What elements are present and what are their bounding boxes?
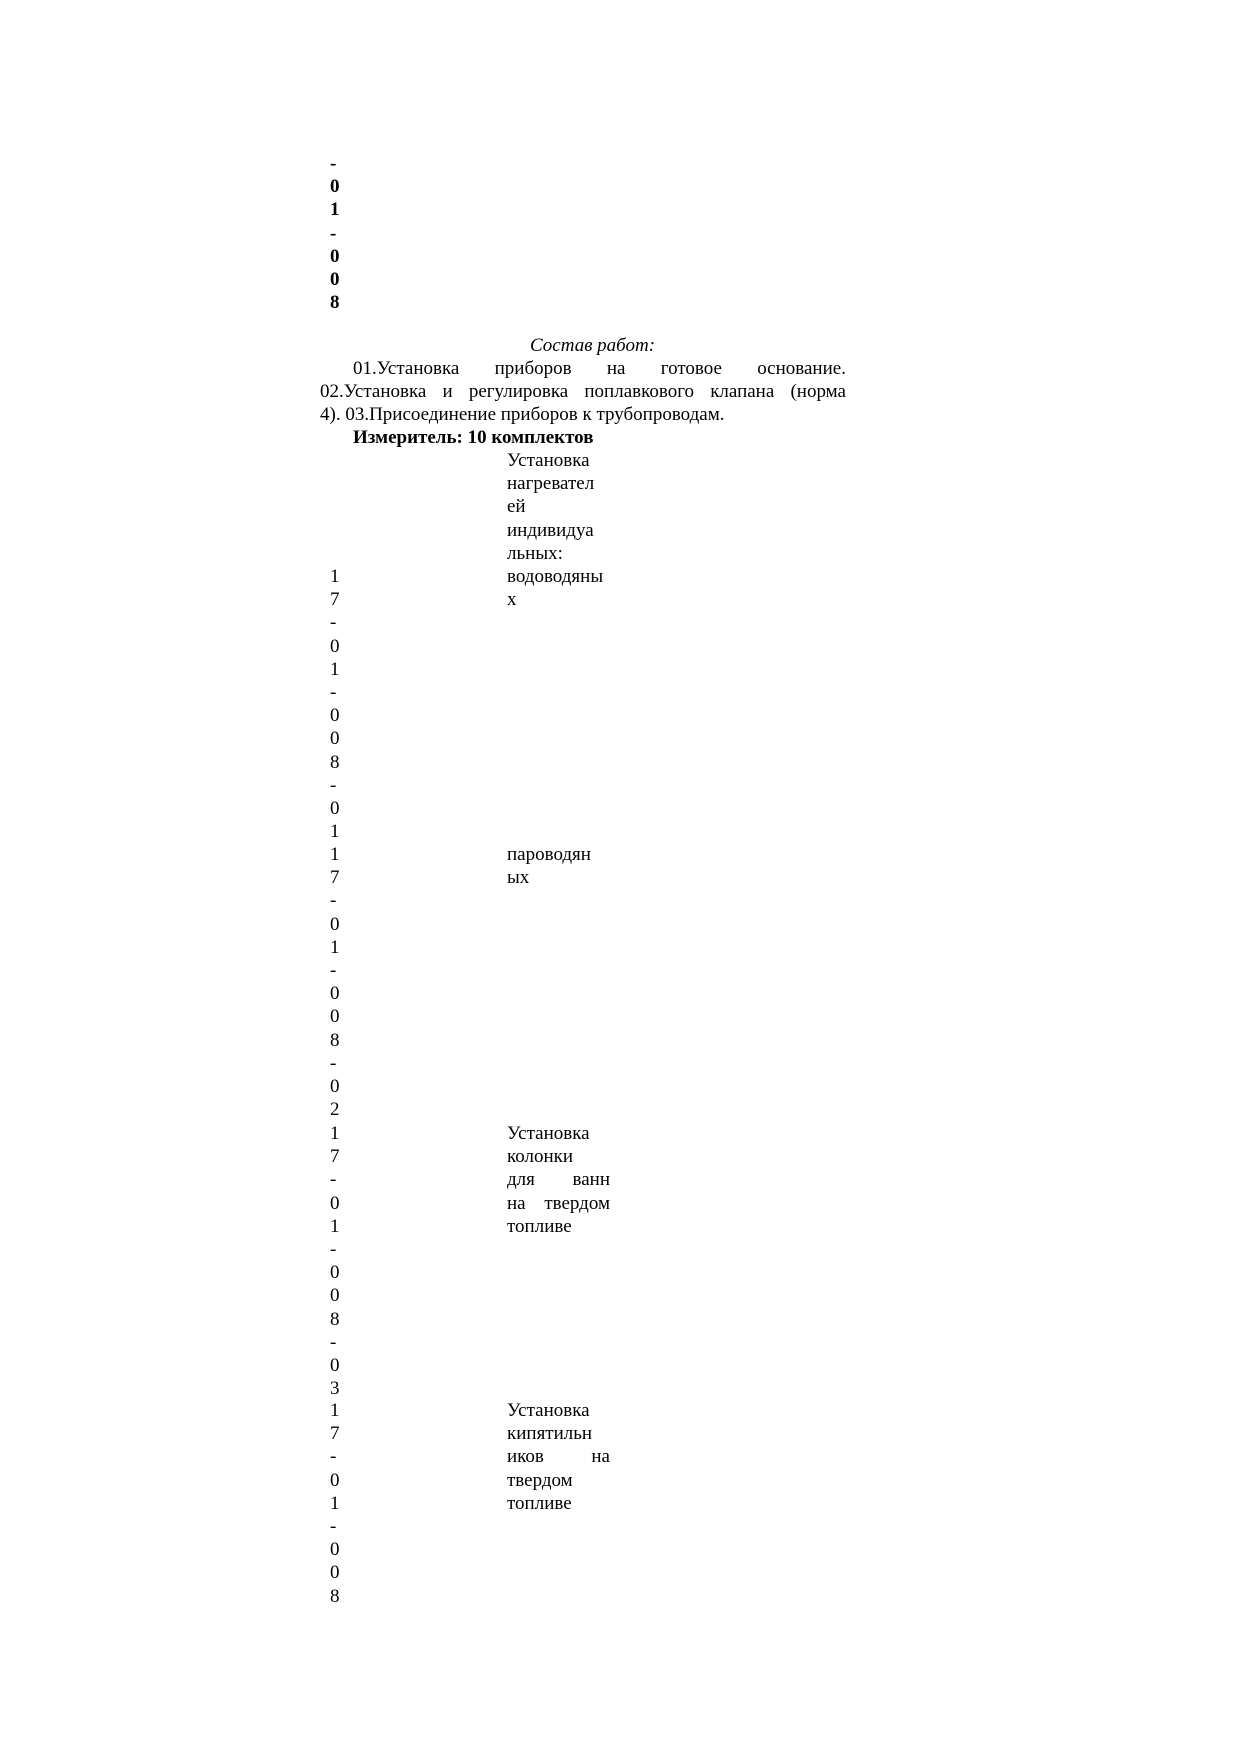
composition-word: (норма — [790, 381, 846, 403]
code-char: 1 — [330, 566, 340, 587]
description-line: льных: — [507, 542, 563, 564]
description-line: х — [507, 589, 517, 611]
description-line: Установка — [507, 1400, 590, 1421]
code-char: 0 — [330, 1285, 340, 1307]
composition-title: Состав работ: — [530, 335, 656, 356]
code-char: - — [330, 1169, 337, 1191]
code-char: - — [330, 774, 337, 796]
description-line: колонки — [507, 1146, 574, 1168]
row-1-description — [507, 449, 610, 611]
code-char: 7 — [330, 867, 340, 889]
code-char: - — [330, 1515, 337, 1537]
code-char: 7 — [330, 1146, 340, 1168]
row-3-code — [330, 1122, 340, 1400]
code-char: 1 — [330, 658, 340, 680]
description-line: топливе — [507, 1215, 572, 1237]
description-line: Установка — [507, 1123, 590, 1144]
code-char: 2 — [330, 1099, 340, 1121]
code-char: 1 — [330, 844, 340, 865]
code-char: 1 — [330, 936, 340, 958]
header-code — [330, 152, 340, 314]
code-char: 0 — [330, 983, 340, 1005]
composition-word: на — [606, 358, 626, 379]
code-char: - — [330, 612, 337, 634]
code-char: 0 — [330, 268, 340, 290]
code-char: 0 — [330, 913, 340, 935]
description-line: на твердом — [507, 1192, 610, 1214]
composition-word: приборов — [494, 358, 572, 379]
description-line: ей — [507, 496, 526, 518]
code-char: 1 — [330, 1123, 340, 1144]
composition-word: 02.Установка — [320, 381, 427, 403]
code-char: 0 — [330, 245, 340, 267]
code-char: 0 — [330, 1539, 340, 1561]
composition-word: клапана — [710, 381, 775, 403]
description-line: иков на — [507, 1446, 610, 1468]
code-char: 8 — [330, 1029, 340, 1051]
code-char: 0 — [330, 705, 340, 727]
description-line: топливе — [507, 1492, 572, 1514]
composition-line-2 — [320, 380, 846, 403]
row-2-code — [330, 843, 340, 1121]
description-line: водоводяны — [507, 565, 604, 587]
code-char: 0 — [330, 1562, 340, 1584]
code-char: 7 — [330, 589, 340, 611]
code-char: 1 — [330, 1492, 340, 1514]
code-char: 0 — [330, 1354, 340, 1376]
code-char: 8 — [330, 1585, 340, 1607]
row-1-code — [330, 565, 340, 843]
code-char: 7 — [330, 1423, 340, 1445]
code-char: - — [330, 1446, 337, 1468]
code-char: - — [330, 1331, 337, 1353]
composition-line-1 — [320, 357, 846, 380]
description-line: ых — [507, 867, 530, 889]
composition-text — [320, 357, 846, 427]
description-line: Установка — [507, 450, 590, 471]
composition-word: и — [442, 381, 453, 403]
code-char: 0 — [330, 1469, 340, 1491]
composition-word: поплавкового — [584, 381, 695, 403]
code-char: 8 — [330, 751, 340, 773]
code-char: - — [330, 1238, 337, 1260]
code-char: - — [330, 153, 337, 174]
code-char: 1 — [330, 821, 340, 843]
code-char: 8 — [330, 292, 340, 314]
description-line: кипятильн — [507, 1423, 593, 1445]
code-char: - — [330, 1052, 337, 1074]
row-2-description — [507, 843, 610, 889]
composition-word: готовое — [660, 358, 722, 379]
code-char: 0 — [330, 797, 340, 819]
code-char: 3 — [330, 1378, 340, 1400]
code-char: 0 — [330, 176, 340, 198]
code-char: - — [330, 222, 337, 244]
code-char: - — [330, 890, 337, 912]
code-char: 0 — [330, 1006, 340, 1028]
description-line: для ванн — [507, 1169, 610, 1191]
measure-unit: Измеритель: 10 комплектов — [353, 427, 594, 448]
row-4-description — [507, 1399, 610, 1515]
code-char: 8 — [330, 1308, 340, 1330]
code-char: - — [330, 959, 337, 981]
description-line: пароводян — [507, 844, 591, 865]
code-char: 0 — [330, 1075, 340, 1097]
code-char: 0 — [330, 1262, 340, 1284]
row-3-description — [507, 1122, 610, 1238]
code-char: 0 — [330, 728, 340, 750]
description-line: нагревател — [507, 473, 595, 495]
code-char: 0 — [330, 1192, 340, 1214]
row-4-code — [330, 1399, 340, 1608]
description-line: индивидуа — [507, 519, 594, 541]
code-char: 1 — [330, 1215, 340, 1237]
code-char: 1 — [330, 1400, 340, 1421]
composition-word: 01.Установка — [353, 358, 460, 379]
composition-word: регулировка — [468, 381, 569, 403]
composition-word: основание. — [757, 358, 846, 379]
code-char: 0 — [330, 635, 340, 657]
description-line: твердом — [507, 1469, 573, 1491]
code-char: - — [330, 681, 337, 703]
composition-line-3: 4). 03.Присоединение приборов к трубопроводам. — [320, 404, 725, 426]
code-char: 1 — [330, 199, 340, 221]
